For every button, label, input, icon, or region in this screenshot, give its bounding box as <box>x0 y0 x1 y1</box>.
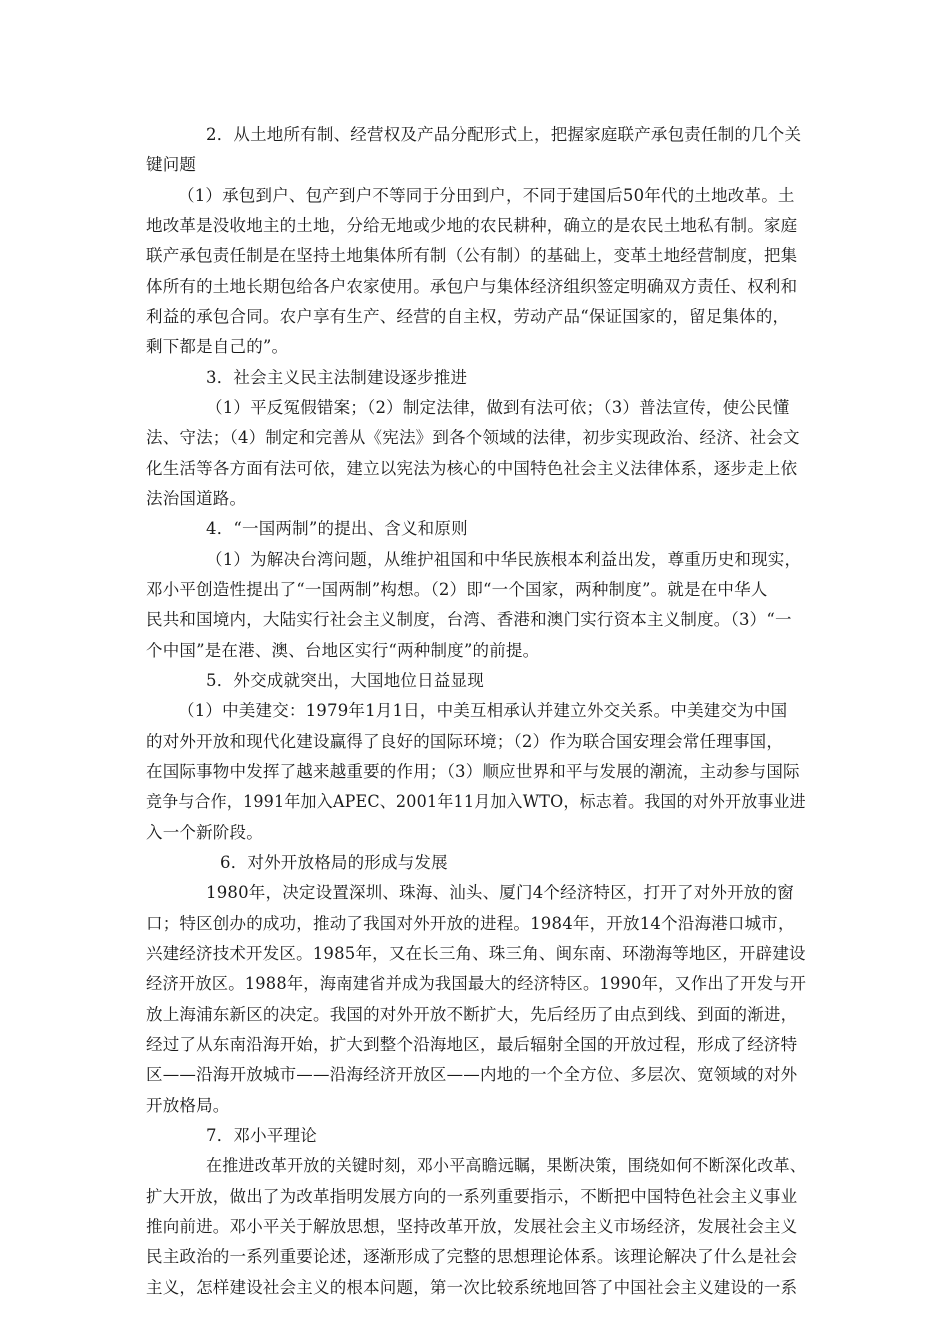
paragraph-line: 1980年，决定设置深圳、珠海、汕头、厦门4个经济特区，打开了对外开放的窗 <box>206 883 794 902</box>
section-heading: 4．“一国两制”的提出、含义和原则 <box>206 519 468 538</box>
paragraph-line: 联产承包责任制是在坚持土地集体所有制（公有制）的基础上，变革土地经营制度，把集 <box>146 246 798 265</box>
paragraph-line: 剩下都是自己的”。 <box>146 337 289 356</box>
paragraph-line: 经过了从东南沿海开始，扩大到整个沿海地区，最后辐射全国的开放过程，形成了经济特 <box>146 1035 798 1054</box>
section-heading: 2．从土地所有制、经营权及产品分配形式上，把握家庭联产承包责任制的几个关 <box>206 125 802 144</box>
paragraph-line: 利益的承包合同。农户享有生产、经营的自主权，劳动产品“保证国家的，留足集体的， <box>146 307 790 326</box>
section-heading: 6．对外开放格局的形成与发展 <box>220 853 448 872</box>
paragraph-line: 个中国”是在港、澳、台地区实行“两种制度”的前提。 <box>146 641 540 660</box>
paragraph-line: 法、守法；（4）制定和完善从《宪法》到各个领域的法律，初步实现政治、经济、社会文 <box>146 428 800 447</box>
paragraph-line: 主义，怎样建设社会主义的根本问题，第一次比较系统地回答了中国社会主义建设的一系 <box>146 1278 798 1297</box>
paragraph-line: （1）为解决台湾问题，从维护祖国和中华民族根本利益出发，尊重历史和现实， <box>206 550 802 569</box>
paragraph-line: 在国际事物中发挥了越来越重要的作用；（3）顺应世界和平与发展的潮流，主动参与国际 <box>146 762 800 781</box>
paragraph-line: 竞争与合作，1991年加入APEC、2001年11月加入WTO，标志着。我国的对外开放事业进 <box>146 792 806 811</box>
paragraph-line: （1）中美建交：1979年1月1日，中美互相承认并建立外交关系。中美建交为中国 <box>178 701 788 720</box>
paragraph-line: 推向前进。邓小平关于解放思想，坚持改革开放，发展社会主义市场经济，发展社会主义 <box>146 1217 798 1236</box>
paragraph-line: 地改革是没收地主的土地，分给无地或少地的农民耕种，确立的是农民土地私有制。家庭 <box>146 216 798 235</box>
paragraph-line: 扩大开放，做出了为改革指明发展方向的一系列重要指示，不断把中国特色社会主义事业 <box>146 1187 798 1206</box>
paragraph-line: （1）平反冤假错案；（2）制定法律，做到有法可依；（3）普法宣传，使公民懂 <box>206 398 790 417</box>
paragraph-line: 开放格局。 <box>146 1096 230 1115</box>
paragraph-line: 经济开放区。1988年，海南建省并成为我国最大的经济特区。1990年，又作出了开发与开 <box>146 974 807 993</box>
paragraph-line: 放上海浦东新区的决定。我国的对外开放不断扩大，先后经历了由点到线、到面的渐进， <box>146 1005 798 1024</box>
paragraph-line: 民共和国境内，大陆实行社会主义制度，台湾、香港和澳门实行资本主义制度。（3）“一 <box>146 610 792 629</box>
paragraph-line: 兴建经济技术开发区。1985年，又在长三角、珠三角、闽东南、环渤海等地区，开辟建设 <box>146 944 806 963</box>
paragraph-line: 口；特区创办的成功，推动了我国对外开放的进程。1984年，开放14个沿海港口城市， <box>146 914 795 933</box>
paragraph-line: 体所有的土地长期包给各户农家使用。承包户与集体经济组织签定明确双方责任、权利和 <box>146 277 798 296</box>
paragraph-line: 邓小平创造性提出了“一国两制”构想。（2）即“一个国家，两种制度”。就是在中华人 <box>146 580 768 599</box>
section-heading-continued: 键问题 <box>146 155 197 174</box>
section-heading: 3．社会主义民主法制建设逐步推进 <box>206 368 468 387</box>
paragraph-line: 化生活等各方面有法可依，建立以宪法为核心的中国特色社会主义法律体系，逐步走上依 <box>146 459 798 478</box>
paragraph-line: （1）承包到户、包产到户不等同于分田到户，不同于建国后50年代的土地改革。土 <box>178 186 795 205</box>
section-heading: 7．邓小平理论 <box>206 1126 317 1145</box>
paragraph-line: 入一个新阶段。 <box>146 823 263 842</box>
paragraph-line: 在推进改革开放的关键时刻，邓小平高瞻远瞩，果断决策，围绕如何不断深化改革、 <box>206 1156 806 1175</box>
paragraph-line: 区——沿海开放城市——沿海经济开放区——内地的一个全方位、多层次、宽领域的对外 <box>146 1065 798 1084</box>
section-heading: 5．外交成就突出，大国地位日益显现 <box>206 671 484 690</box>
paragraph-line: 民主政治的一系列重要论述，逐渐形成了完整的思想理论体系。该理论解决了什么是社会 <box>146 1247 798 1266</box>
paragraph-line: 的对外开放和现代化建设赢得了良好的国际环境；（2）作为联合国安理会常任理事国， <box>146 732 784 751</box>
paragraph-line: 法治国道路。 <box>146 489 247 508</box>
